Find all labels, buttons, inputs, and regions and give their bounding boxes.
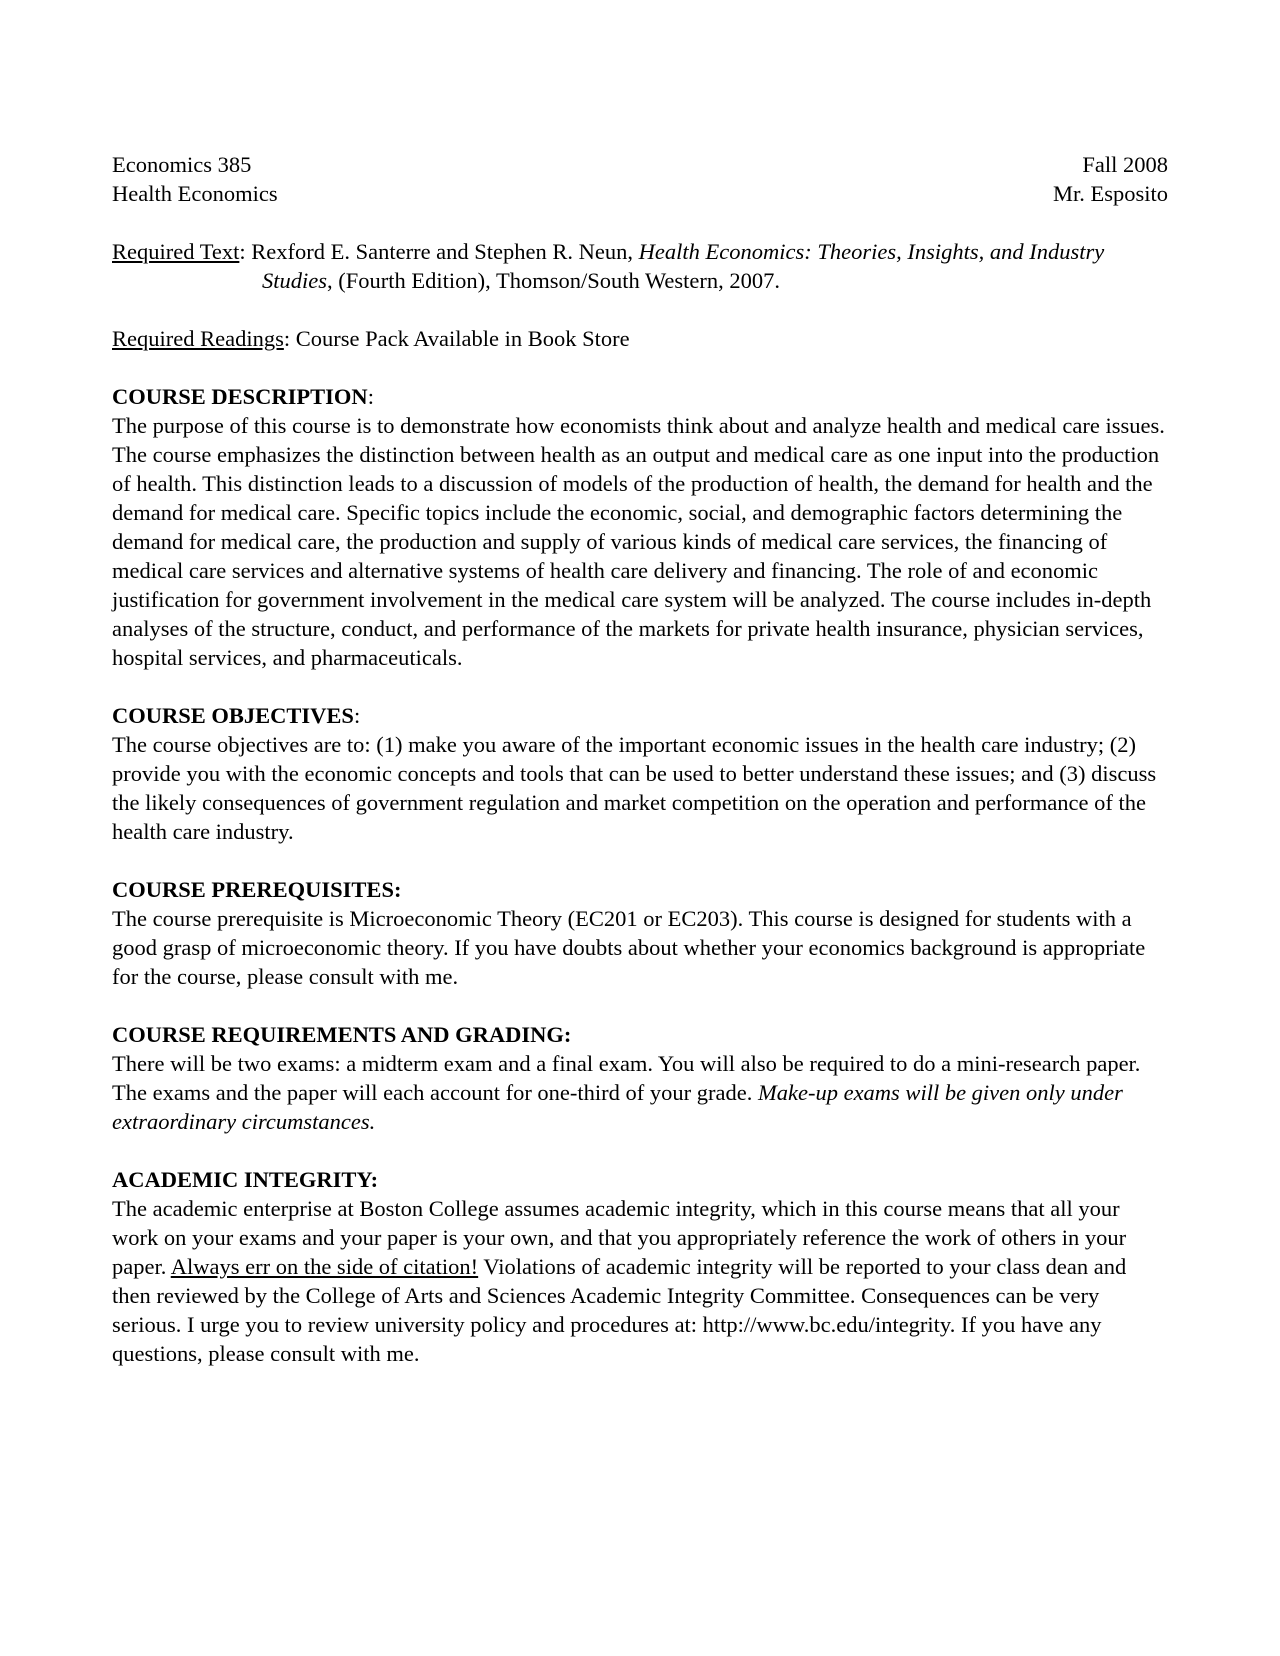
required-text-label: Required Text xyxy=(112,239,240,264)
citation-reminder: Always err on the side of citation! xyxy=(170,1254,479,1279)
instructor: Mr. Esposito xyxy=(1052,181,1168,206)
course-title: Health Economics xyxy=(112,181,278,206)
required-readings: Required Readings: Course Pack Available in Book Store xyxy=(112,326,630,351)
syllabus-page xyxy=(112,150,1168,1368)
required-text-authors: Rexford E. Santerre and Stephen R. Neun, xyxy=(251,239,639,264)
course-requirements-body: There will be two exams: a midterm exam and a final exam. You will also be required to do a mini-research paper. The exams and the paper will each account for one-third of your grade. Make-up exams will be given only under extraordinary circumstances. xyxy=(112,1051,1141,1134)
course-objectives-body: The course objectives are to: (1) make you aware of the important economic issues in the health care industry; (2) provide you with the economic concepts and tools that can be used to better understand these issues; and (3) discuss the likely consequences of government regulation and market competition on the operation and performance of the health care industry. xyxy=(112,732,1157,844)
header-row-1 xyxy=(112,150,1168,179)
course-objectives-heading: COURSE OBJECTIVES xyxy=(112,703,354,728)
required-text-book-title: Health Economics: Theories, Insights, and Industry Studies xyxy=(262,239,1105,293)
required-text: Required Text: Rexford E. Santerre and Stephen R. Neun, Health Economics: Theories, Insights, and Industry Studies, (Fourth Edition), Thomson/South Western, 2007. xyxy=(112,239,1105,293)
required-readings-label: Required Readings xyxy=(112,326,284,351)
course-description-body: The purpose of this course is to demonstrate how economists think about and analyze health and medical care issues. The course emphasizes the distinction between health as an output and medical care as one input into the production of health. This distinction leads to a discussion of models of the production of health, the demand for health and the demand for medical care. Specific topics include the economic, social, and demographic factors determining the demand for medical care, the production and supply of various kinds of medical care services, the financing of medical care services and alternative systems of health care delivery and financing. The role of and economic justification for government involvement in the medical care system will be analyzed. The course includes in-depth analyses of the structure, conduct, and performance of the markets for private health insurance, physician services, hospital services, and pharmaceuticals. xyxy=(112,413,1165,670)
course-prerequisites-heading: COURSE PREREQUISITES: xyxy=(112,877,402,902)
course-objectives-section: COURSE OBJECTIVES: The course objectives are to: (1) make you aware of the important economic issues in the health care industry; (2) provide you with the economic concepts and tools that can be used to better understand these issues; and (3) discuss the likely consequences of government regulation and market competition on the operation and performance of the health care industry. xyxy=(112,701,1168,846)
required-readings-value: Course Pack Available in Book Store xyxy=(295,326,630,351)
header-row-2 xyxy=(112,179,1168,208)
course-description-heading: COURSE DESCRIPTION xyxy=(112,384,368,409)
course-requirements-section xyxy=(112,1020,1168,1136)
term: Fall 2008 xyxy=(1082,152,1168,177)
academic-integrity-body: The academic enterprise at Boston College assumes academic integrity, which in this course means that all your work on your exams and your paper is your own, and that you appropriately reference the work of others in your paper. Always err on the side of citation! Violations of academic integrity will be reported to your class dean and then reviewed by the College of Arts and Sciences Academic Integrity Committee. Consequences can be very serious. I urge you to review university policy and procedures at: http://www.bc.edu/integrity. If you have any questions, please consult with me. xyxy=(112,1196,1127,1366)
required-text-details: , (Fourth Edition), Thomson/South Western, 2007. xyxy=(327,268,780,293)
course-requirements-heading: COURSE REQUIREMENTS AND GRADING: xyxy=(112,1022,572,1047)
course-number: Economics 385 xyxy=(112,152,252,177)
course-prerequisites-section xyxy=(112,875,1168,991)
course-prerequisites-body: The course prerequisite is Microeconomic Theory (EC201 or EC203). This course is designed for students with a good grasp of microeconomic theory. If you have doubts about whether your economics background is appropriate for the course, please consult with me. xyxy=(112,906,1146,989)
academic-integrity-section xyxy=(112,1165,1168,1368)
makeup-exam-note: Make-up exams will be given only under extraordinary circumstances. xyxy=(112,1080,1123,1134)
academic-integrity-heading: ACADEMIC INTEGRITY: xyxy=(112,1167,379,1192)
course-description-section: COURSE DESCRIPTION: The purpose of this course is to demonstrate how economists think about and analyze health and medical care issues. The course emphasizes the distinction between health as an output and medical care as one input into the production of health. This distinction leads to a discussion of models of the production of health, the demand for health and the demand for medical care. Specific topics include the economic, social, and demographic factors determining the demand for medical care, the production and supply of various kinds of medical care services, the financing of medical care services and alternative systems of health care delivery and financing. The role of and economic justification for government involvement in the medical care system will be analyzed. The course includes in-depth analyses of the structure, conduct, and performance of the markets for private health insurance, physician services, hospital services, and pharmaceuticals. xyxy=(112,382,1168,672)
